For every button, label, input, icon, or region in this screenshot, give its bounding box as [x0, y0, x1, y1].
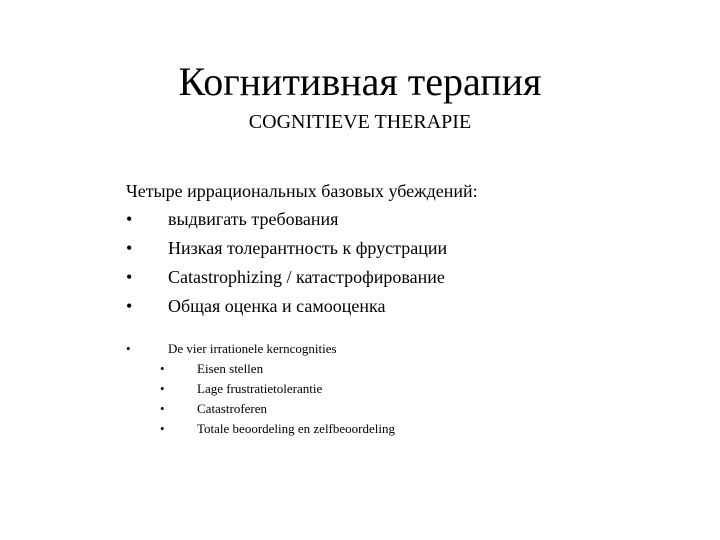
dutch-heading: De vier irrationele kerncognities	[168, 341, 337, 356]
bullet-icon: •	[126, 209, 133, 229]
intro-text: Четыре иррациональных базовых убеждений:	[126, 181, 478, 201]
bullet-icon: •	[160, 421, 165, 436]
list-item-text: Catastroferen	[197, 401, 268, 416]
slide-subtitle: COGNITIEVE THERAPIE	[248, 111, 472, 133]
bullet-icon: •	[126, 267, 133, 287]
bullet-icon: •	[126, 296, 133, 316]
list-item-text: Totale beoordeling en zelfbeoordeling	[197, 421, 395, 436]
list-item-text: Catastrophizing / катастрофирование	[168, 267, 445, 287]
bullet-icon: •	[160, 401, 165, 416]
slide-title: Когнитивная терапия	[178, 59, 542, 104]
bullet-icon: •	[126, 238, 133, 258]
list-item-text: Lage frustratietolerantie	[197, 381, 323, 396]
bullet-icon: •	[160, 361, 165, 376]
bullet-icon: •	[160, 381, 165, 396]
bullet-icon: •	[126, 341, 131, 356]
list-item-text: выдвигать требования	[168, 209, 339, 229]
list-item-text: Низкая толерантность к фрустрации	[168, 238, 448, 258]
list-item-text: Общая оценка и самооценка	[168, 296, 386, 316]
list-item-text: Eisen stellen	[197, 361, 264, 376]
